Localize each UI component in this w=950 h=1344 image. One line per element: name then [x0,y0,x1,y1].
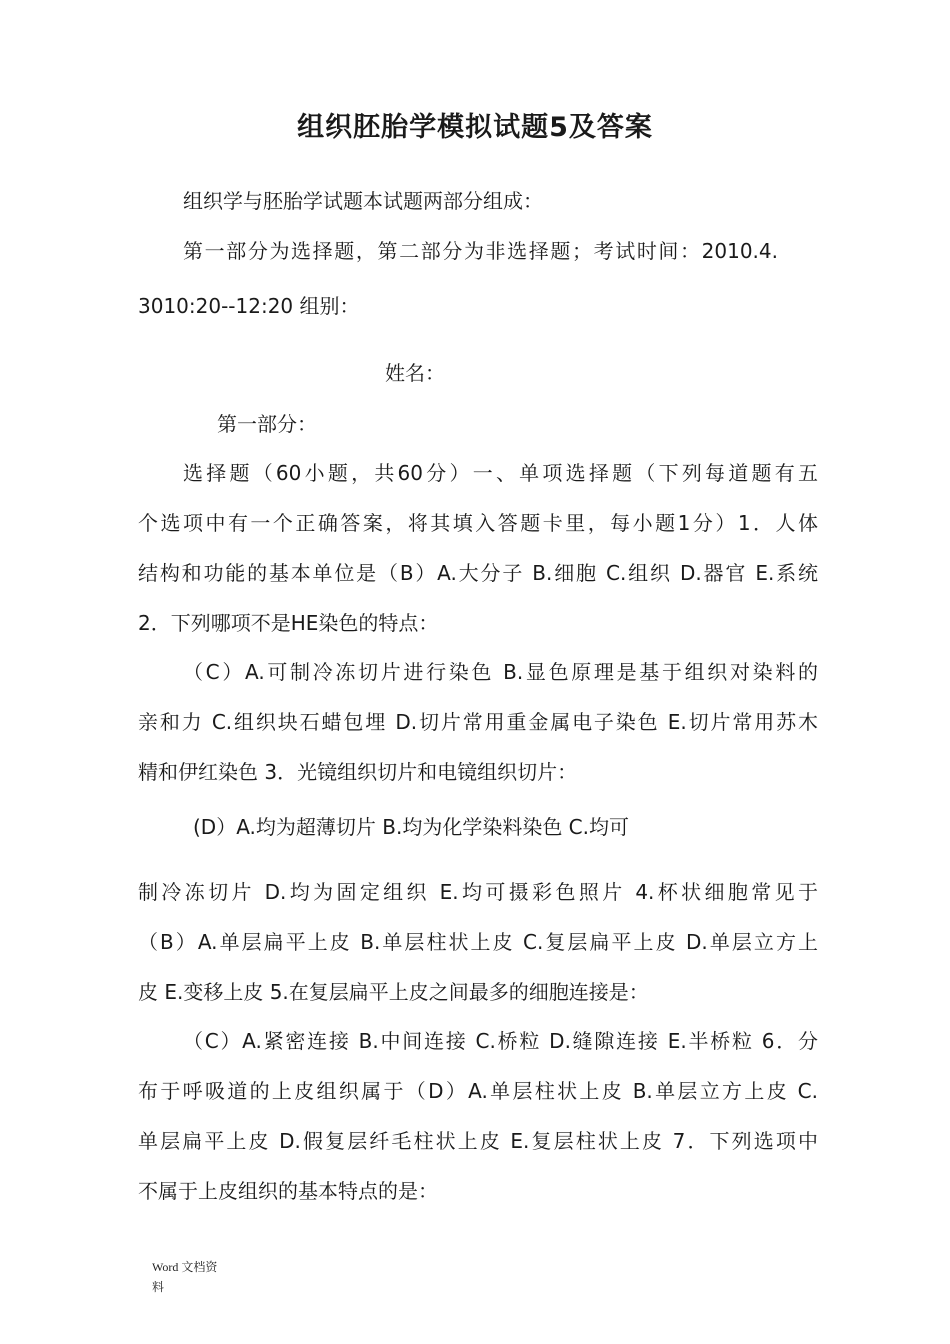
question-line: 2．下列哪项不是HE染色的特点： [138,611,439,635]
intro-line: 组织学与胚胎学试题本试题两部分组成： [183,189,543,213]
question-line: (D）A.均为超薄切片 B.均为化学染料染色 C.均可 [193,815,630,839]
section-heading: 第一部分： [217,412,317,436]
footer-text: Word 文档资 [152,1260,218,1274]
question-line: 单层扁平上皮 D.假复层纤毛柱状上皮 E.复层柱状上皮 7．下列选项中 [138,1129,818,1153]
page-footer [152,1257,242,1297]
intro-line: 3010:20--12:20 组别： [138,294,360,318]
intro-line: 第一部分为选择题，第二部分为非选择题；考试时间：2010.4. [183,239,778,263]
question-line: 皮 E.变移上皮 5.在复层扁平上皮之间最多的细胞连接是： [138,980,649,1004]
question-line: 制冷冻切片 D.均为固定组织 E.均可摄彩色照片 4.杯状细胞常见于 [138,880,818,904]
name-field-label: 姓名： [385,361,445,385]
document-title: 组织胚胎学模拟试题5及答案 [297,112,653,143]
question-line: （B）A.单层扁平上皮 B.单层柱状上皮 C.复层扁平上皮 D.单层立方上 [138,930,818,954]
footer-text: 料 [152,1280,165,1294]
question-line: （C）A.可制冷冻切片进行染色 B.显色原理是基于组织对染料的 [183,660,818,684]
question-line: 个选项中有一个正确答案，将其填入答题卡里，每小题1分）1．人体 [138,511,818,535]
question-line: 精和伊红染色 3．光镜组织切片和电镜组织切片： [138,760,578,784]
question-line: 不属于上皮组织的基本特点的是： [138,1179,438,1203]
question-line: 布于呼吸道的上皮组织属于（D）A.单层柱状上皮 B.单层立方上皮 C. [138,1079,818,1103]
question-line: 选择题（60小题，共60分）一、单项选择题（下列每道题有五 [183,461,818,485]
question-line: （C）A.紧密连接 B.中间连接 C.桥粒 D.缝隙连接 E.半桥粒 6．分 [183,1029,818,1053]
question-line: 结构和功能的基本单位是（B）A.大分子 B.细胞 C.组织 D.器官 E.系统 [138,561,818,585]
question-line: 亲和力 C.组织块石蜡包埋 D.切片常用重金属电子染色 E.切片常用苏木 [138,710,818,734]
